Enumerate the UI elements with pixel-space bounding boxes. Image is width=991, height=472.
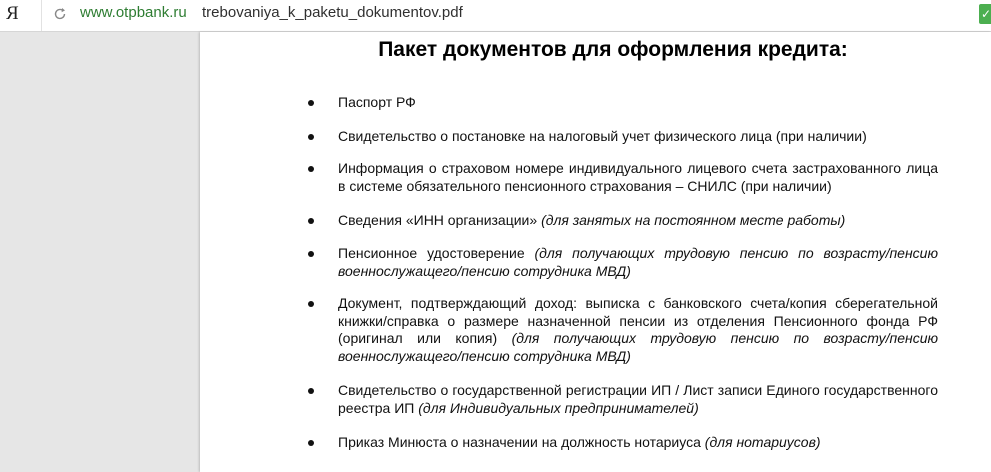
address-bar[interactable]	[0, 0, 991, 32]
item-text: Сведения «ИНН организации»	[338, 212, 542, 228]
bullet-icon	[308, 251, 314, 257]
item-text: Свидетельство о постановке на налоговый учет физического лица (при наличии)	[338, 128, 867, 144]
item-text: Пенсионное удостоверение	[338, 245, 535, 261]
bullet-icon	[308, 100, 314, 106]
item-text: Свидетельство о государственной регистрации ИП / Лист записи Единого государственного реестра ИП	[338, 382, 938, 416]
item-text: Приказ Минюста о назначении на должность нотариуса	[338, 434, 705, 450]
list-item	[338, 94, 938, 112]
list-item	[338, 128, 938, 146]
bullet-icon	[308, 166, 314, 172]
url-domain[interactable]: www.otpbank.ru	[80, 4, 187, 21]
reload-icon[interactable]	[53, 7, 67, 21]
bullet-icon	[308, 440, 314, 446]
item-text: Паспорт РФ	[338, 94, 416, 110]
list-item	[338, 212, 938, 230]
list-item	[338, 245, 938, 280]
item-note: (для получающих трудовую пенсию по возрасту/пенсию военнослужащего/пенсию сотрудника МВД)	[338, 245, 938, 279]
item-note: (для занятых на постоянном месте работы)	[541, 212, 846, 228]
bullet-icon	[308, 218, 314, 224]
item-note: (для Индивидуальных предпринимателей)	[418, 399, 699, 416]
item-note: (для нотариусов)	[704, 434, 821, 450]
pdf-page	[200, 32, 991, 472]
list-item	[338, 434, 938, 452]
list-item	[338, 382, 938, 417]
bullet-icon	[308, 388, 314, 394]
viewer-background	[0, 32, 200, 472]
bullet-icon	[308, 134, 314, 140]
url-path[interactable]: trebovaniya_k_paketu_dokumentov.pdf	[202, 4, 463, 21]
document-title: Пакет документов для оформления кредита:	[378, 38, 848, 61]
extension-icon[interactable]: ✓	[979, 4, 991, 24]
item-text: Документ, подтверждающий доход: выписка с банковского счета/копия сберегательной книжки/справка о размере назначенной пенсии из отделения Пенсионного фонда РФ (оригинал или копия)	[338, 295, 938, 346]
browser-logo[interactable]: Я	[6, 3, 19, 24]
divider	[41, 0, 42, 31]
list-item	[338, 295, 938, 365]
bullet-icon	[308, 301, 314, 307]
list-item	[338, 160, 938, 195]
item-text: Информация о страховом номере индивидуального лицевого счета застрахованного лица в системе обязательного пенсионного страхования – СНИЛС (при наличии)	[338, 160, 938, 194]
item-note: (для получающих трудовую пенсию по возрасту/пенсию военнослужащего/пенсию сотрудника МВД)	[338, 330, 939, 364]
